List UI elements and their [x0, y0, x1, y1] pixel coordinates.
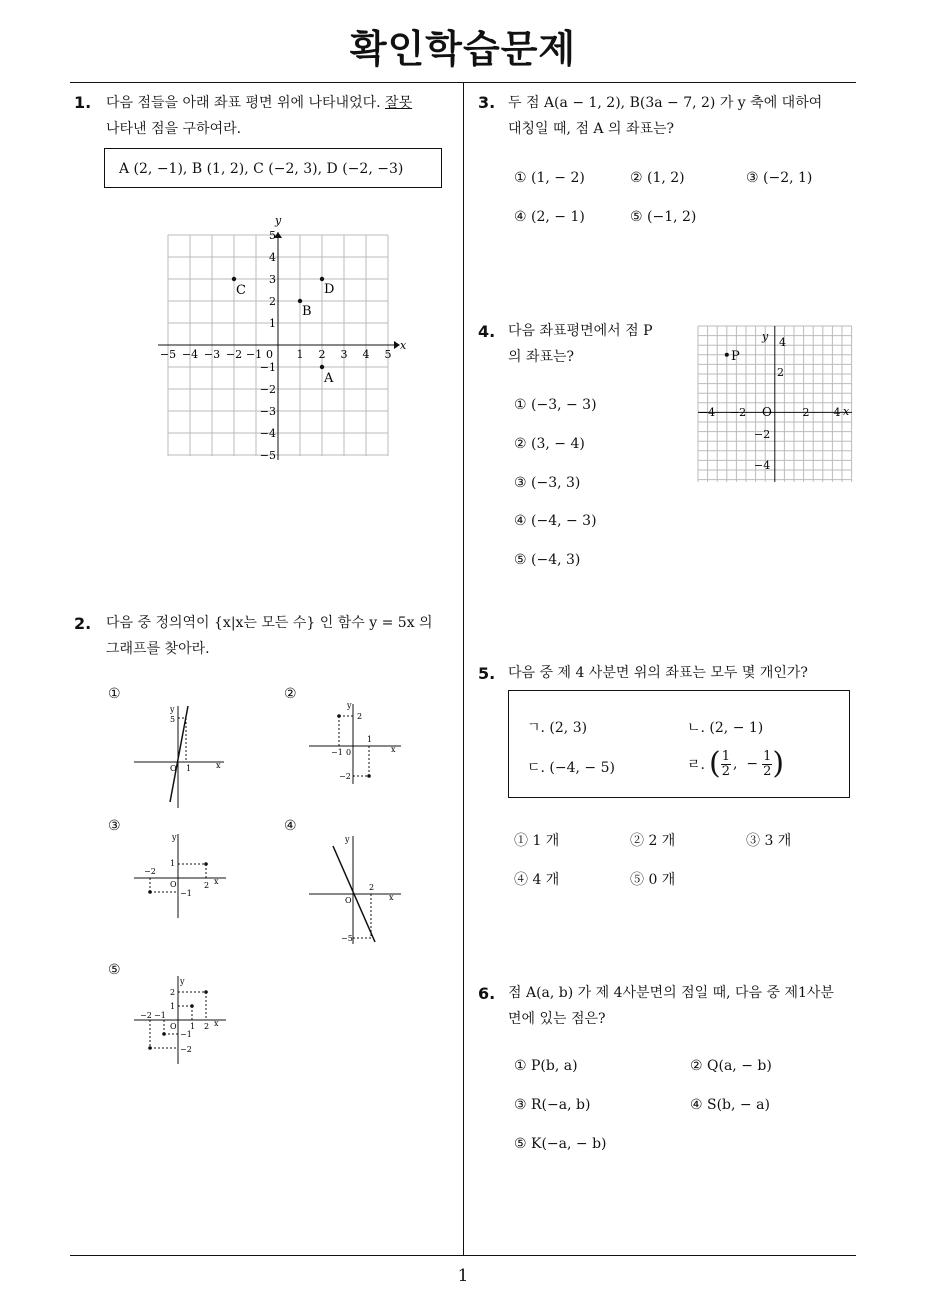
q3-number: 3. [478, 93, 496, 112]
svg-text:x: x [389, 893, 394, 902]
q1-coordinate-grid [150, 210, 407, 465]
q1-yt-2: 4 [269, 251, 276, 264]
q3-option-4[interactable]: ④ (2, − 1) [514, 209, 585, 225]
q5-number: 5. [478, 664, 496, 683]
q1-number: 1. [74, 93, 92, 112]
q1-y-label: y [275, 214, 282, 227]
q3-line2: 대칭일 때, 점 A 의 좌표는? [508, 121, 675, 137]
q6-option-3[interactable]: ③ R(−a, b) [514, 1097, 591, 1113]
q5-frac-2: $\frac{1}{2}$ [763, 748, 772, 779]
svg-text:2: 2 [357, 712, 363, 721]
bottom-rule [70, 1255, 856, 1256]
svg-text:5: 5 [170, 715, 176, 724]
q1-xt-6: 1 [296, 348, 304, 361]
q1-yt-7: −2 [259, 383, 276, 396]
q5-option-4[interactable]: ④ 4 개 [514, 872, 560, 888]
q5-frac-sep: , − [732, 756, 759, 772]
q1-point-c: C [236, 283, 246, 298]
q1-xt-1: −5 [159, 348, 177, 361]
q3-option-2[interactable]: ② (1, 2) [630, 170, 685, 186]
page-title: 확인학습문제 [349, 27, 577, 71]
q4-option-2[interactable]: ② (3, − 4) [514, 436, 585, 452]
q1-xt-9: 4 [362, 348, 370, 361]
q4-xt-4: 4 [833, 406, 841, 419]
q3-option-3[interactable]: ③ (−2, 1) [746, 170, 813, 186]
q2-graph-5 [130, 972, 230, 1067]
svg-text:1: 1 [367, 735, 373, 744]
q4-origin: O [762, 405, 772, 419]
q1-yt-10: −5 [259, 449, 276, 462]
q6-line2: 면에 있는 점은? [508, 1011, 606, 1027]
svg-text:O: O [170, 880, 177, 889]
q5-option-3[interactable]: ③ 3 개 [746, 833, 792, 849]
page-number: 1 [457, 1266, 469, 1286]
q2-graph-4 [305, 832, 405, 947]
q5-frac-1: 1 2 [721, 748, 730, 779]
q4-coordinate-grid [696, 324, 856, 486]
q2-mark-4: ④ [284, 818, 297, 834]
q6-option-4[interactable]: ④ S(b, − a) [690, 1097, 770, 1113]
q1-xt-3: −3 [203, 348, 221, 361]
q2-mark-3: ③ [108, 818, 121, 834]
svg-text:2: 2 [170, 988, 176, 997]
q1-x-label: x [400, 339, 407, 352]
q5-item-2: ㄴ. (2, − 1) [687, 720, 764, 736]
q4-y-label: y [762, 330, 769, 343]
q5-item-4 [687, 746, 785, 781]
q2-line1: 다음 중 정의역이 {x|x는 모든 수} 인 함수 y = 5x 의 [106, 615, 433, 631]
q4-option-3[interactable]: ③ (−3, 3) [514, 475, 581, 491]
svg-text:y: y [347, 701, 352, 710]
q1-yt-6: −1 [259, 361, 276, 374]
svg-text:O: O [170, 764, 177, 773]
q2-number: 2. [74, 614, 92, 633]
q6-number: 6. [478, 984, 496, 1003]
q4-number: 4. [478, 322, 496, 341]
q2-graph-1 [130, 700, 230, 810]
q1-xt-2: −4 [181, 348, 199, 361]
svg-text:−2: −2 [180, 1045, 192, 1054]
svg-text:2: 2 [204, 881, 210, 890]
svg-text:−2: −2 [144, 867, 156, 876]
column-divider [463, 82, 464, 1256]
svg-text:x: x [214, 1019, 219, 1028]
q1-line1: 다음 점들을 아래 좌표 평면 위에 나타내었다. 잘못 [106, 95, 413, 111]
svg-text:2: 2 [369, 883, 375, 892]
q4-x-label: x [843, 405, 850, 418]
q6-option-1[interactable]: ① P(b, a) [514, 1058, 578, 1074]
q4-yt-4: −4 [754, 459, 771, 472]
q1-points-box: A (2, −1), B (1, 2), C (−2, 3), D (−2, −3) [104, 148, 442, 188]
svg-text:1: 1 [170, 1002, 176, 1011]
q1-point-d: D [324, 282, 335, 297]
q5-paren-right: ) [772, 746, 785, 781]
svg-text:−1: −1 [180, 889, 192, 898]
svg-text:y: y [172, 833, 177, 842]
q6-option-2[interactable]: ② Q(a, − b) [690, 1058, 772, 1074]
q1-xt-5: −1 [245, 348, 263, 361]
svg-text:y: y [170, 705, 175, 714]
svg-text:O: O [345, 896, 352, 905]
svg-text:1: 1 [170, 859, 176, 868]
q5-option-1[interactable]: ① 1 개 [514, 833, 560, 849]
q1-xt-4: −2 [225, 348, 243, 361]
q1-yt-8: −3 [259, 405, 276, 418]
q4-option-4[interactable]: ④ (−4, − 3) [514, 513, 597, 529]
q1-line2: 나타낸 점을 구하여라. [106, 121, 242, 137]
q2-mark-5: ⑤ [108, 962, 121, 978]
q5-option-5[interactable]: ⑤ 0 개 [630, 872, 676, 888]
q1-underline: 잘못 [385, 95, 413, 111]
q4-yt-1: 4 [779, 336, 786, 349]
q2-mark-1: ① [108, 686, 121, 702]
q1-xt-10: 5 [384, 348, 392, 361]
q5-item-3: ㄷ. (−4, − 5) [527, 760, 615, 776]
q1-yt-5: 1 [269, 317, 276, 330]
q2-mark-2: ② [284, 686, 297, 702]
svg-text:−1: −1 [180, 1030, 192, 1039]
svg-text:y: y [345, 835, 350, 844]
q1-xt-7: 2 [318, 348, 326, 361]
q6-line1: 점 A(a, b) 가 제 4사분면의 점일 때, 다음 중 제1사분 [508, 985, 834, 1001]
q5-option-2[interactable]: ② 2 개 [630, 833, 676, 849]
q4-xt-3: 2 [802, 406, 810, 419]
q1-yt-1: 5 [269, 229, 276, 242]
q1-xt-8: 3 [340, 348, 348, 361]
q4-line1: 다음 좌표평면에서 점 P [508, 323, 653, 339]
svg-text:1: 1 [190, 1022, 196, 1031]
svg-text:−5: −5 [341, 934, 353, 943]
svg-text:2: 2 [204, 1022, 210, 1031]
svg-text:0: 0 [346, 748, 352, 757]
q4-line2: 의 좌표는? [508, 349, 575, 365]
q1-origin: 0 [266, 348, 273, 361]
q3-line1: 두 점 A(a − 1, 2), B(3a − 7, 2) 가 y 축에 대하여 [508, 95, 823, 111]
q1-yt-3: 3 [269, 273, 276, 286]
q5-paren-left: ( [708, 746, 721, 781]
q1-point-b: B [302, 304, 312, 319]
q4-option-1[interactable]: ① (−3, − 3) [514, 397, 597, 413]
svg-text:x: x [391, 745, 396, 754]
q5-item-4-label: ㄹ. [687, 757, 705, 773]
q2-graph-2 [305, 700, 405, 790]
q2-graph-3 [130, 830, 230, 920]
svg-text:y: y [180, 977, 185, 986]
svg-text:x: x [216, 761, 221, 770]
q3-option-1[interactable]: ① (1, − 2) [514, 170, 585, 186]
q4-xt-2: −2 [729, 406, 747, 419]
svg-text:1: 1 [186, 764, 192, 773]
q4-point-p: P [731, 349, 740, 364]
q4-xt-1: −4 [698, 406, 716, 419]
q4-yt-3: −2 [754, 428, 771, 441]
q3-option-5[interactable]: ⑤ (−1, 2) [630, 209, 697, 225]
q1-point-a: A [324, 371, 334, 386]
q5-item-1: ㄱ. (2, 3) [527, 720, 588, 736]
svg-text:x: x [214, 877, 219, 886]
svg-text:O: O [170, 1022, 177, 1031]
svg-text:−2: −2 [339, 772, 351, 781]
q1-yt-9: −4 [259, 427, 276, 440]
q4-yt-2: 2 [777, 366, 784, 379]
q5-items-box [508, 690, 850, 798]
svg-text:−1: −1 [331, 748, 343, 757]
q2-line2: 그래프를 찾아라. [106, 641, 210, 657]
q1-yt-4: 2 [269, 295, 276, 308]
q4-option-5[interactable]: ⑤ (−4, 3) [514, 552, 581, 568]
q6-option-5[interactable]: ⑤ K(−a, − b) [514, 1136, 607, 1152]
q5-line1: 다음 중 제 4 사분면 위의 좌표는 모두 몇 개인가? [508, 665, 808, 681]
svg-text:−2: −2 [140, 1011, 152, 1020]
svg-text:−1: −1 [154, 1011, 166, 1020]
